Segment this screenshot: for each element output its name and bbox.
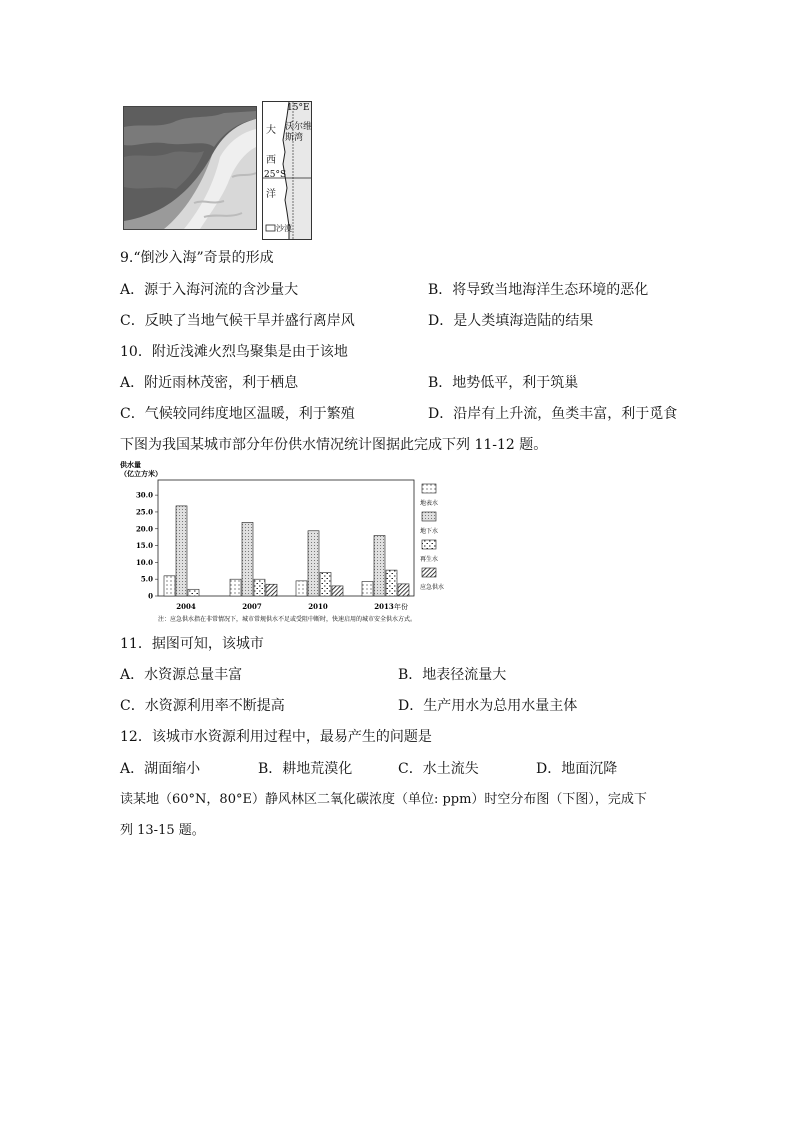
bar-emergency-2010 <box>332 586 343 596</box>
location-map <box>262 101 312 240</box>
desert-legend-label: 沙漠 <box>276 224 292 233</box>
bay-label-1: 沃尔维 <box>285 122 313 132</box>
legend-swatch-recycled <box>422 540 436 549</box>
y-tick-label: 10.0 <box>135 557 153 567</box>
ocean-label-3: 洋 <box>266 189 276 200</box>
bar-surface-2013 <box>362 582 373 596</box>
y-ticks <box>136 491 158 601</box>
q12-option-a: A．湖面缩小 <box>120 761 201 777</box>
legend-swatch-underground <box>422 512 436 521</box>
legend-label-emergency: 应急供水 <box>420 584 445 591</box>
bar-underground-2010 <box>308 531 319 596</box>
legend-label-underground: 地下水 <box>420 528 439 535</box>
y-tick-label: 25.0 <box>135 507 153 517</box>
bar-surface-2010 <box>296 581 307 596</box>
x-tick-label-2007: 2007 <box>242 602 262 611</box>
q9-option-d: D．是人类填海造陆的结果 <box>428 313 594 329</box>
bar-recycled-2010 <box>320 572 331 596</box>
y-tick-label: 15.0 <box>135 541 153 551</box>
x-tick-label-2004: 2004 <box>176 602 196 611</box>
bar-emergency-2007 <box>266 584 277 596</box>
q11-option-d: D．生产用水为总用水量主体 <box>398 698 578 714</box>
bar-underground-2013 <box>374 535 385 596</box>
ocean-label-2: 西 <box>266 155 276 166</box>
q12-option-b: B．耕地荒漠化 <box>258 761 353 777</box>
latitude-label: 25°S <box>264 170 287 180</box>
bar-recycled-2007 <box>254 579 265 596</box>
legend-swatch-emergency <box>422 568 436 577</box>
legend-label-surface: 地表水 <box>420 500 439 507</box>
q10-stem: 10．附近浅滩火烈鸟聚集是由于该地 <box>120 344 348 360</box>
y-axis-label-1: 供水量 <box>120 460 141 469</box>
bar-underground-2007 <box>242 522 253 596</box>
legend-label-recycled: 再生水 <box>420 556 439 563</box>
bar-surface-2004 <box>164 576 175 596</box>
dune-coast-picture <box>124 107 256 229</box>
q11-option-b: B．地表径流量大 <box>398 667 507 683</box>
longitude-label: 15°E <box>287 103 310 113</box>
q9-option-a: A．源于入海河流的含沙量大 <box>120 282 299 298</box>
bar-recycled-2013 <box>386 570 397 596</box>
bay-label-2: 斯湾 <box>285 133 304 143</box>
q9-option-b: B．将导致当地海洋生态环境的恶化 <box>428 282 649 298</box>
y-tick-label: 20.0 <box>135 524 153 534</box>
intro-13-15-line2: 列 13-15 题。 <box>120 823 205 838</box>
intro-11-12: 下图为我国某城市部分年份供水情况统计图据此完成下列 11-12 题。 <box>120 437 548 453</box>
q10-option-d: D．沿岸有上升流，鱼类丰富，利于觅食 <box>428 406 678 422</box>
bar-emergency-2013 <box>398 584 409 596</box>
ocean-label-1: 大 <box>266 125 276 136</box>
q9-stem: 9.“倒沙入海”奇景的形成 <box>120 250 274 266</box>
q12-option-d: D．地面沉降 <box>536 761 618 777</box>
y-axis-label-2: （亿立方米） <box>120 469 162 478</box>
dune-coast-photo <box>123 106 257 230</box>
q9-option-c: C．反映了当地气候干旱并盛行离岸风 <box>120 313 355 329</box>
x-ticks <box>176 602 394 611</box>
q12-option-c: C．水土流失 <box>398 761 479 777</box>
q10-option-b: B．地势低平，利于筑巢 <box>428 375 579 391</box>
bar-underground-2004 <box>176 506 187 596</box>
bar-surface-2007 <box>230 579 241 596</box>
chart-note: 注：应急供水指在非常情况下，城市常规供水不足或受阻中断时，快速启用的城市安全供水方式。 <box>158 616 417 623</box>
y-tick-label: 0 <box>148 591 153 601</box>
x-tick-label-2010: 2010 <box>308 602 328 611</box>
water-supply-chart <box>118 460 458 626</box>
q11-stem: 11．据图可知，该城市 <box>120 636 264 652</box>
bars <box>164 506 409 596</box>
q10-option-c: C．气候较同纬度地区温暖，利于繁殖 <box>120 406 355 422</box>
q11-option-a: A．水资源总量丰富 <box>120 667 243 683</box>
q10-option-a: A．附近雨林茂密，利于栖息 <box>120 375 299 391</box>
x-tick-label-2013: 2013 <box>374 602 394 611</box>
bar-recycled-2004 <box>188 589 199 596</box>
q11-option-c: C．水资源利用率不断提高 <box>120 698 285 714</box>
q12-stem: 12．该城市水资源利用过程中，最易产生的问题是 <box>120 729 432 745</box>
y-tick-label: 5.0 <box>140 574 153 584</box>
intro-13-15-line1: 读某地（60°N，80°E）静风林区二氧化碳浓度（单位: ppm）时空分布图（下图），完成下 <box>120 792 647 807</box>
legend-swatch-surface <box>422 484 436 493</box>
y-tick-label: 30.0 <box>135 490 153 500</box>
x-axis-label: 年份 <box>394 603 408 611</box>
legend <box>420 484 444 591</box>
